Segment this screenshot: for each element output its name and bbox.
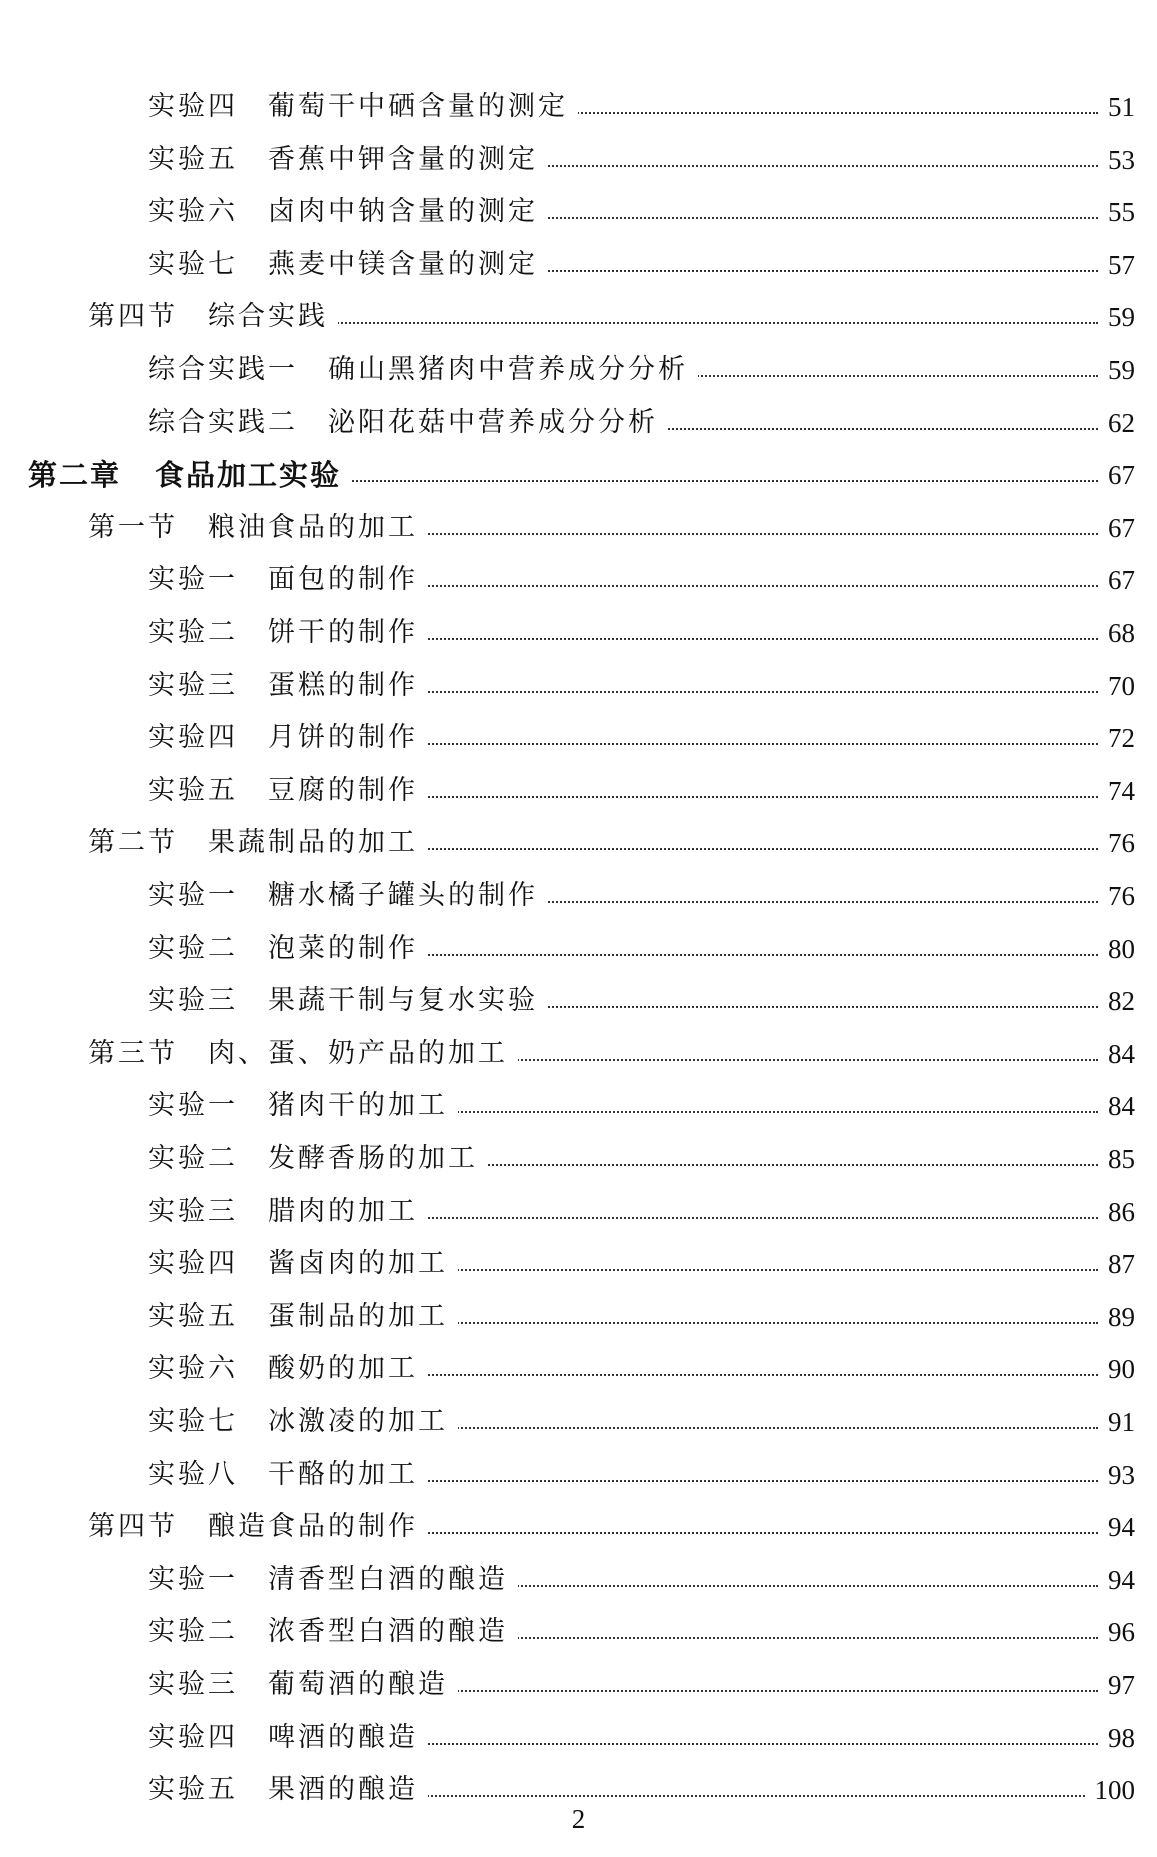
toc-entry[interactable] [0,817,1157,869]
toc-entry-label: 第二节 [88,827,178,858]
toc-entry-text: 浓香型白酒的酿造 [268,1616,508,1647]
toc-entry-title [148,1186,428,1238]
toc-entry-label: 实验三 [148,1196,238,1227]
toc-entry-label: 实验二 [148,933,238,964]
toc-entry-label: 实验四 [148,91,238,122]
toc-leader-dots [424,1743,1098,1745]
toc-entry-title [148,239,548,291]
toc-leader-dots [544,901,1098,903]
toc-entry[interactable] [0,1291,1157,1343]
toc-entry-text: 果蔬干制与复水实验 [268,985,538,1016]
toc-entry-page: 62 [1100,397,1135,449]
toc-entry-label: 第四节 [88,301,178,332]
toc-entry[interactable] [0,239,1157,291]
toc-entry[interactable] [0,975,1157,1027]
toc-entry[interactable] [0,1712,1157,1764]
toc-leader-dots [424,691,1098,693]
toc-entry-title [148,1080,458,1132]
toc-entry-label: 综合实践二 [148,407,298,438]
toc-entry-page: 84 [1100,1080,1135,1132]
toc-entry-page: 93 [1100,1449,1135,1501]
toc-entry-text: 卤肉中钠含量的测定 [268,196,538,227]
toc-entry-title [148,397,668,449]
toc-entry-title [148,1396,458,1448]
toc-entry[interactable] [0,186,1157,238]
toc-entry-label: 实验一 [148,564,238,595]
toc-entry-page: 67 [1100,449,1135,501]
toc-entry-label: 实验六 [148,1353,238,1384]
toc-leader-dots [347,480,1098,482]
toc-entry-title [148,1606,518,1658]
toc-leader-dots [424,1374,1098,1376]
toc-entry-text: 酿造食品的制作 [208,1511,418,1542]
toc-entry-title [148,134,548,186]
toc-entry[interactable] [0,870,1157,922]
toc-leader-dots [424,1532,1098,1534]
toc-leader-dots [514,1059,1098,1061]
toc-leader-dots [544,165,1098,167]
toc-entry-title [148,1449,428,1501]
toc-entry-text: 果酒的酿造 [268,1774,418,1805]
toc-entry-page: 97 [1100,1659,1135,1711]
toc-entry[interactable] [0,607,1157,659]
toc-entry-title [28,449,351,501]
toc-entry-label: 实验一 [148,1564,238,1595]
toc-entry-page: 67 [1100,502,1135,554]
toc-entry-text: 猪肉干的加工 [268,1090,448,1121]
toc-entry-page: 51 [1100,81,1135,133]
toc-entry-label: 实验五 [148,775,238,806]
toc-entry-page: 94 [1100,1554,1135,1606]
toc-entry-page: 55 [1100,186,1135,238]
toc-entry-text: 干酪的加工 [268,1459,418,1490]
toc-entry-page: 84 [1100,1028,1135,1080]
toc-entry-page: 80 [1100,923,1135,975]
toc-entry-page: 57 [1100,239,1135,291]
toc-leader-dots [454,1322,1098,1324]
toc-entry-label: 第四节 [88,1511,178,1542]
toc-entry-label: 实验三 [148,670,238,701]
toc-entry-text: 月饼的制作 [268,722,418,753]
toc-entry-page: 86 [1100,1186,1135,1238]
toc-leader-dots [424,585,1098,587]
toc-entry-title [148,1764,428,1816]
toc-entry-label: 实验四 [148,722,238,753]
toc-entry[interactable] [0,81,1157,133]
toc-entry-label: 实验一 [148,1090,238,1121]
toc-entry-text: 蛋制品的加工 [268,1301,448,1332]
toc-entry[interactable] [0,1133,1157,1185]
toc-entry-title [148,870,548,922]
toc-entry-title [148,1712,428,1764]
toc-entry-text: 粮油食品的加工 [208,512,418,543]
toc-entry[interactable] [0,554,1157,606]
toc-entry[interactable] [0,1449,1157,1501]
toc-entry-text: 泌阳花菇中营养成分分析 [328,407,658,438]
toc-entry-title [88,1501,428,1553]
toc-entry-title [88,817,428,869]
toc-entry-text: 肉、蛋、奶产品的加工 [208,1038,508,1069]
toc-entry-label: 实验八 [148,1459,238,1490]
toc-entry-title [148,186,548,238]
toc-entry-page: 74 [1100,765,1135,817]
toc-entry-page: 100 [1087,1764,1136,1816]
toc-entry-title [88,502,428,554]
toc-entry-page: 68 [1100,607,1135,659]
toc-leader-dots [454,1427,1098,1429]
toc-entry-label: 实验七 [148,1406,238,1437]
toc-entry[interactable] [0,1554,1157,1606]
toc-entry-text: 冰激凌的加工 [268,1406,448,1437]
toc-entry-title [148,344,698,396]
toc-entry-text: 发酵香肠的加工 [268,1143,478,1174]
toc-entry-title [148,1659,458,1711]
toc-entry-title [148,712,428,764]
toc-entry[interactable] [0,1028,1157,1080]
toc-entry[interactable] [0,291,1157,343]
toc-entry-text: 果蔬制品的加工 [208,827,418,858]
toc-entry-label: 实验二 [148,1143,238,1174]
toc-entry[interactable] [0,134,1157,186]
toc-leader-dots [544,1006,1098,1008]
toc-leader-dots [694,375,1098,377]
toc-entry-label: 实验二 [148,617,238,648]
toc-entry-text: 饼干的制作 [268,617,418,648]
toc-leader-dots [424,954,1098,956]
toc-entry-page: 94 [1100,1501,1135,1553]
toc-leader-dots [424,796,1098,798]
toc-entry-text: 清香型白酒的酿造 [268,1564,508,1595]
toc-leader-dots [334,322,1098,324]
toc-leader-dots [424,1480,1098,1482]
toc-entry-label: 实验三 [148,1669,238,1700]
toc-entry-title [148,975,548,1027]
toc-entry[interactable] [0,765,1157,817]
toc-entry[interactable] [0,502,1157,554]
toc-leader-dots [424,533,1098,535]
toc-entry-title [148,81,578,133]
toc-entry-page: 85 [1100,1133,1135,1185]
toc-leader-dots [484,1164,1098,1166]
toc-entry[interactable] [0,1238,1157,1290]
toc-entry-label: 实验四 [148,1722,238,1753]
toc-entry-title [148,1238,458,1290]
toc-entry[interactable] [0,1659,1157,1711]
toc-leader-dots [544,270,1098,272]
toc-entry-label: 实验七 [148,249,238,280]
toc-entry-label: 实验五 [148,1774,238,1805]
toc-entry[interactable] [0,1186,1157,1238]
toc-entry[interactable] [0,344,1157,396]
toc-entry-text: 食品加工实验 [155,458,342,492]
toc-entry-text: 综合实践 [208,301,328,332]
toc-leader-dots [514,1637,1098,1639]
toc-entry-page: 76 [1100,870,1135,922]
toc-entry-title [148,923,428,975]
toc-entry-label: 实验二 [148,1616,238,1647]
toc-entry-title [148,554,428,606]
toc-entry-text: 豆腐的制作 [268,775,418,806]
toc-entry-page: 59 [1100,291,1135,343]
toc-leader-dots [544,217,1098,219]
toc-entry-text: 蛋糕的制作 [268,670,418,701]
toc-leader-dots [514,1585,1098,1587]
toc-entry-text: 糖水橘子罐头的制作 [268,880,538,911]
toc-entry[interactable] [0,712,1157,764]
toc-entry-text: 燕麦中镁含量的测定 [268,249,538,280]
toc-entry-title [148,607,428,659]
toc-entry[interactable] [0,923,1157,975]
toc-leader-dots [424,1217,1098,1219]
toc-entry-text: 泡菜的制作 [268,933,418,964]
toc-entry-page: 70 [1100,660,1135,712]
toc-entry-label: 实验六 [148,196,238,227]
toc-entry-label: 第三节 [88,1038,178,1069]
toc-entry-text: 葡萄酒的酿造 [268,1669,448,1700]
toc-entry[interactable] [0,1343,1157,1395]
toc-entry-page: 96 [1100,1606,1135,1658]
toc-entry-title [148,1343,428,1395]
toc-leader-dots [574,112,1098,114]
toc-entry-page: 67 [1100,554,1135,606]
toc-entry-page: 90 [1100,1343,1135,1395]
toc-entry-text: 葡萄干中硒含量的测定 [268,91,568,122]
toc-entry-page: 98 [1100,1712,1135,1764]
toc-entry-page: 53 [1100,134,1135,186]
toc-entry-page: 59 [1100,344,1135,396]
toc-entry-page: 82 [1100,975,1135,1027]
toc-entry[interactable] [0,660,1157,712]
toc-entry-label: 实验三 [148,985,238,1016]
toc-entry-label: 综合实践一 [148,354,298,385]
toc-entry[interactable] [0,1080,1157,1132]
toc-leader-dots [424,848,1098,850]
toc-entry-page: 89 [1100,1291,1135,1343]
toc-entry[interactable] [0,397,1157,449]
toc-leader-dots [424,638,1098,640]
toc-entry-page: 87 [1100,1238,1135,1290]
toc-entry[interactable] [0,1606,1157,1658]
toc-entry-label: 实验五 [148,1301,238,1332]
toc-leader-dots [664,428,1098,430]
toc-entry[interactable] [0,1501,1157,1553]
toc-entry-title [88,1028,518,1080]
toc-entry-text: 面包的制作 [268,564,418,595]
toc-entry[interactable] [0,449,1157,501]
toc-entry-page: 76 [1100,817,1135,869]
toc-entry-label: 实验五 [148,144,238,175]
toc-leader-dots [454,1111,1098,1113]
toc-entry-title [148,1133,488,1185]
toc-entry-label: 实验一 [148,880,238,911]
toc-entry-page: 72 [1100,712,1135,764]
toc-entry-text: 确山黑猪肉中营养成分分析 [328,354,688,385]
toc-leader-dots [454,1269,1098,1271]
toc-entry-title [148,1291,458,1343]
toc-entry[interactable] [0,1396,1157,1448]
toc-entry-label: 实验四 [148,1248,238,1279]
toc-entry-text: 香蕉中钾含量的测定 [268,144,538,175]
toc-entry-title [148,1554,518,1606]
toc-entry-title [148,765,428,817]
toc-entry-text: 酱卤肉的加工 [268,1248,448,1279]
toc-entry-label: 第二章 [28,458,122,492]
toc-entry-text: 酸奶的加工 [268,1353,418,1384]
page-number: 2 [571,1804,586,1834]
toc-entry-text: 腊肉的加工 [268,1196,418,1227]
toc-entry-label: 第一节 [88,512,178,543]
toc-entry-text: 啤酒的酿造 [268,1722,418,1753]
toc-entry-title [88,291,338,343]
toc-leader-dots [424,743,1098,745]
toc-leader-dots [454,1690,1098,1692]
toc-entry-title [148,660,428,712]
toc-entry-page: 91 [1100,1396,1135,1448]
toc-leader-dots [424,1795,1085,1797]
